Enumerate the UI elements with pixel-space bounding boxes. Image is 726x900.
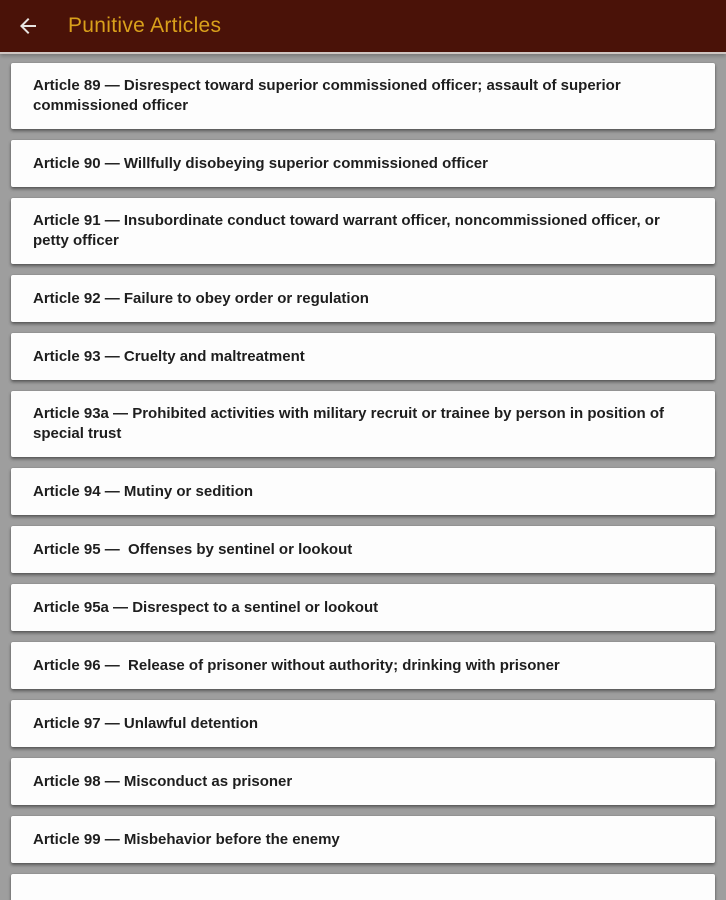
list-item[interactable] [11, 700, 715, 747]
article-title: Article 93 — Cruelty and maltreatment [33, 347, 305, 365]
page-title: Punitive Articles [68, 14, 222, 37]
list-item[interactable] [11, 468, 715, 515]
article-title: Article 97 — Unlawful detention [33, 714, 259, 732]
article-title: Article 99 — Misbehavior before the enemy [33, 830, 340, 848]
list-item[interactable] [11, 333, 715, 380]
article-title: Article 95 — Offenses by sentinel or lookout [33, 540, 353, 558]
list-item[interactable] [11, 758, 715, 805]
list-item[interactable] [11, 584, 715, 631]
article-title: Article 91 — Insubordinate conduct toward warrant officer, noncommissioned officer, or petty officer [33, 212, 664, 249]
list-item[interactable] [11, 526, 715, 573]
article-title: Article 98 — Misconduct as prisoner [33, 772, 293, 790]
list-item[interactable] [11, 63, 715, 129]
list-item[interactable] [11, 874, 715, 900]
article-title: Article 96 — Release of prisoner without authority; drinking with prisoner [33, 656, 560, 674]
list-item[interactable] [11, 140, 715, 187]
article-title: Article 93a — Prohibited activities with military recruit or trainee by person in position of special trust [33, 405, 669, 442]
article-title: Article 90 — Willfully disobeying superior commissioned officer [33, 154, 488, 172]
article-title: Article 94 — Mutiny or sedition [33, 482, 254, 500]
app-bar [0, 0, 726, 54]
list-item[interactable] [11, 198, 715, 264]
list-item[interactable] [11, 391, 715, 457]
article-list [0, 54, 726, 900]
article-title: Article 89 — Disrespect toward superior commissioned officer; assault of superior commissioned officer [33, 77, 625, 114]
arrow-left-icon [16, 14, 40, 38]
back-button[interactable] [0, 0, 56, 52]
list-item[interactable] [11, 816, 715, 863]
article-title: Article 92 — Failure to obey order or regulation [33, 289, 369, 307]
list-item[interactable] [11, 275, 715, 322]
article-title: Article 95a — Disrespect to a sentinel or lookout [33, 598, 379, 616]
list-item[interactable] [11, 642, 715, 689]
